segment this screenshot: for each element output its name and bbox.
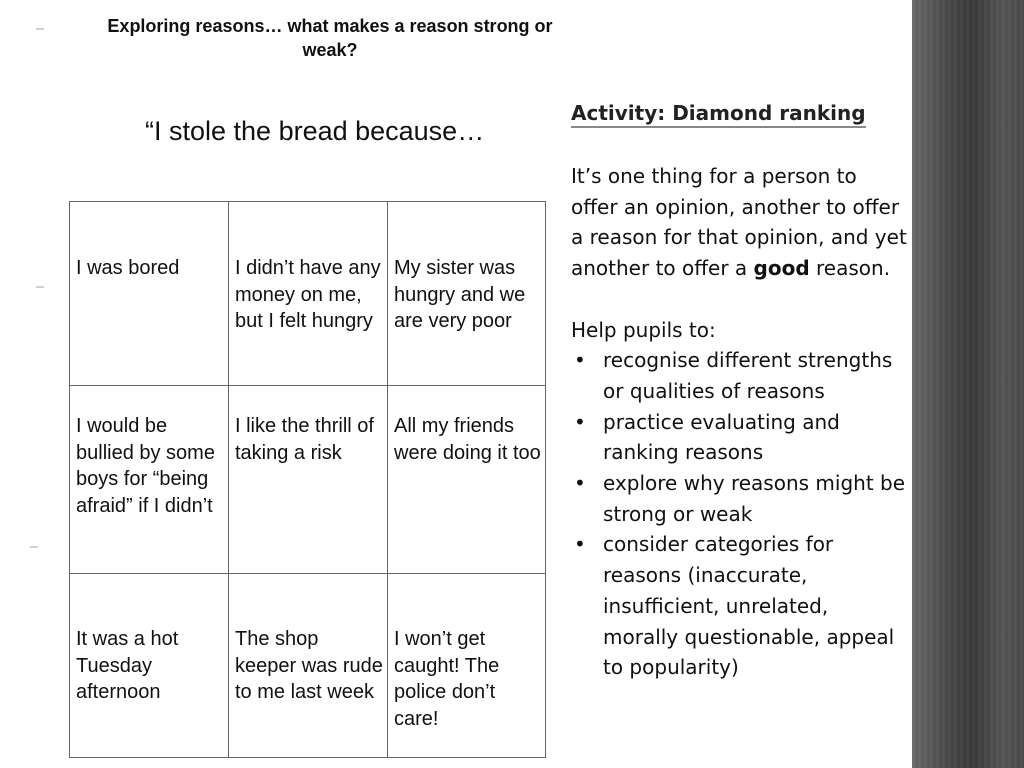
reason-card: My sister was hungry and we are very poor <box>388 202 546 386</box>
list-item: • practice evaluating and ranking reasons <box>571 407 909 468</box>
grid-row <box>70 386 546 574</box>
edge-mark <box>30 546 38 548</box>
activity-description <box>571 161 909 683</box>
list-item: • consider categories for reasons (inaccurate, insufficient, unrelated, morally questionable, appeal to popularity) <box>571 529 909 683</box>
intro-emphasis: good <box>753 256 810 281</box>
worksheet-title: Exploring reasons… what makes a reason strong or weak? <box>107 16 553 60</box>
worksheet-quote: “I stole the bread because… <box>145 116 485 146</box>
reason-card: It was a hot Tuesday afternoon <box>70 574 229 758</box>
reason-card: I didn’t have any money on me, but I felt hungry <box>229 202 388 386</box>
list-item: • recognise different strengths or qualities of reasons <box>571 345 909 406</box>
grid-row <box>70 574 546 758</box>
edge-mark <box>36 28 44 30</box>
reason-card: The shop keeper was rude to me last week <box>229 574 388 758</box>
list-item: • explore why reasons might be strong or weak <box>571 468 909 529</box>
intro-text: It’s one thing for a person to offer an opinion, another to offer a reason for that opinion, and yet another to offer a <box>571 164 907 281</box>
intro-paragraph <box>571 161 909 284</box>
activity-title: Activity: Diamond ranking <box>571 101 866 128</box>
reason-card: I would be bullied by some boys for “being afraid” if I didn’t <box>70 386 229 574</box>
reason-card: I won’t get caught! The police don’t care! <box>388 574 546 758</box>
reasons-grid <box>69 201 546 758</box>
reason-card: I like the thrill of taking a risk <box>229 386 388 574</box>
grid-row <box>70 202 546 386</box>
help-heading: Help pupils to: <box>571 317 716 342</box>
aims-list <box>571 345 909 683</box>
decorative-side-band <box>912 0 1024 768</box>
edge-mark <box>36 286 44 288</box>
reason-card: All my friends were doing it too <box>388 386 546 574</box>
intro-text-end: reason. <box>809 256 891 281</box>
reason-card: I was bored <box>70 202 229 386</box>
